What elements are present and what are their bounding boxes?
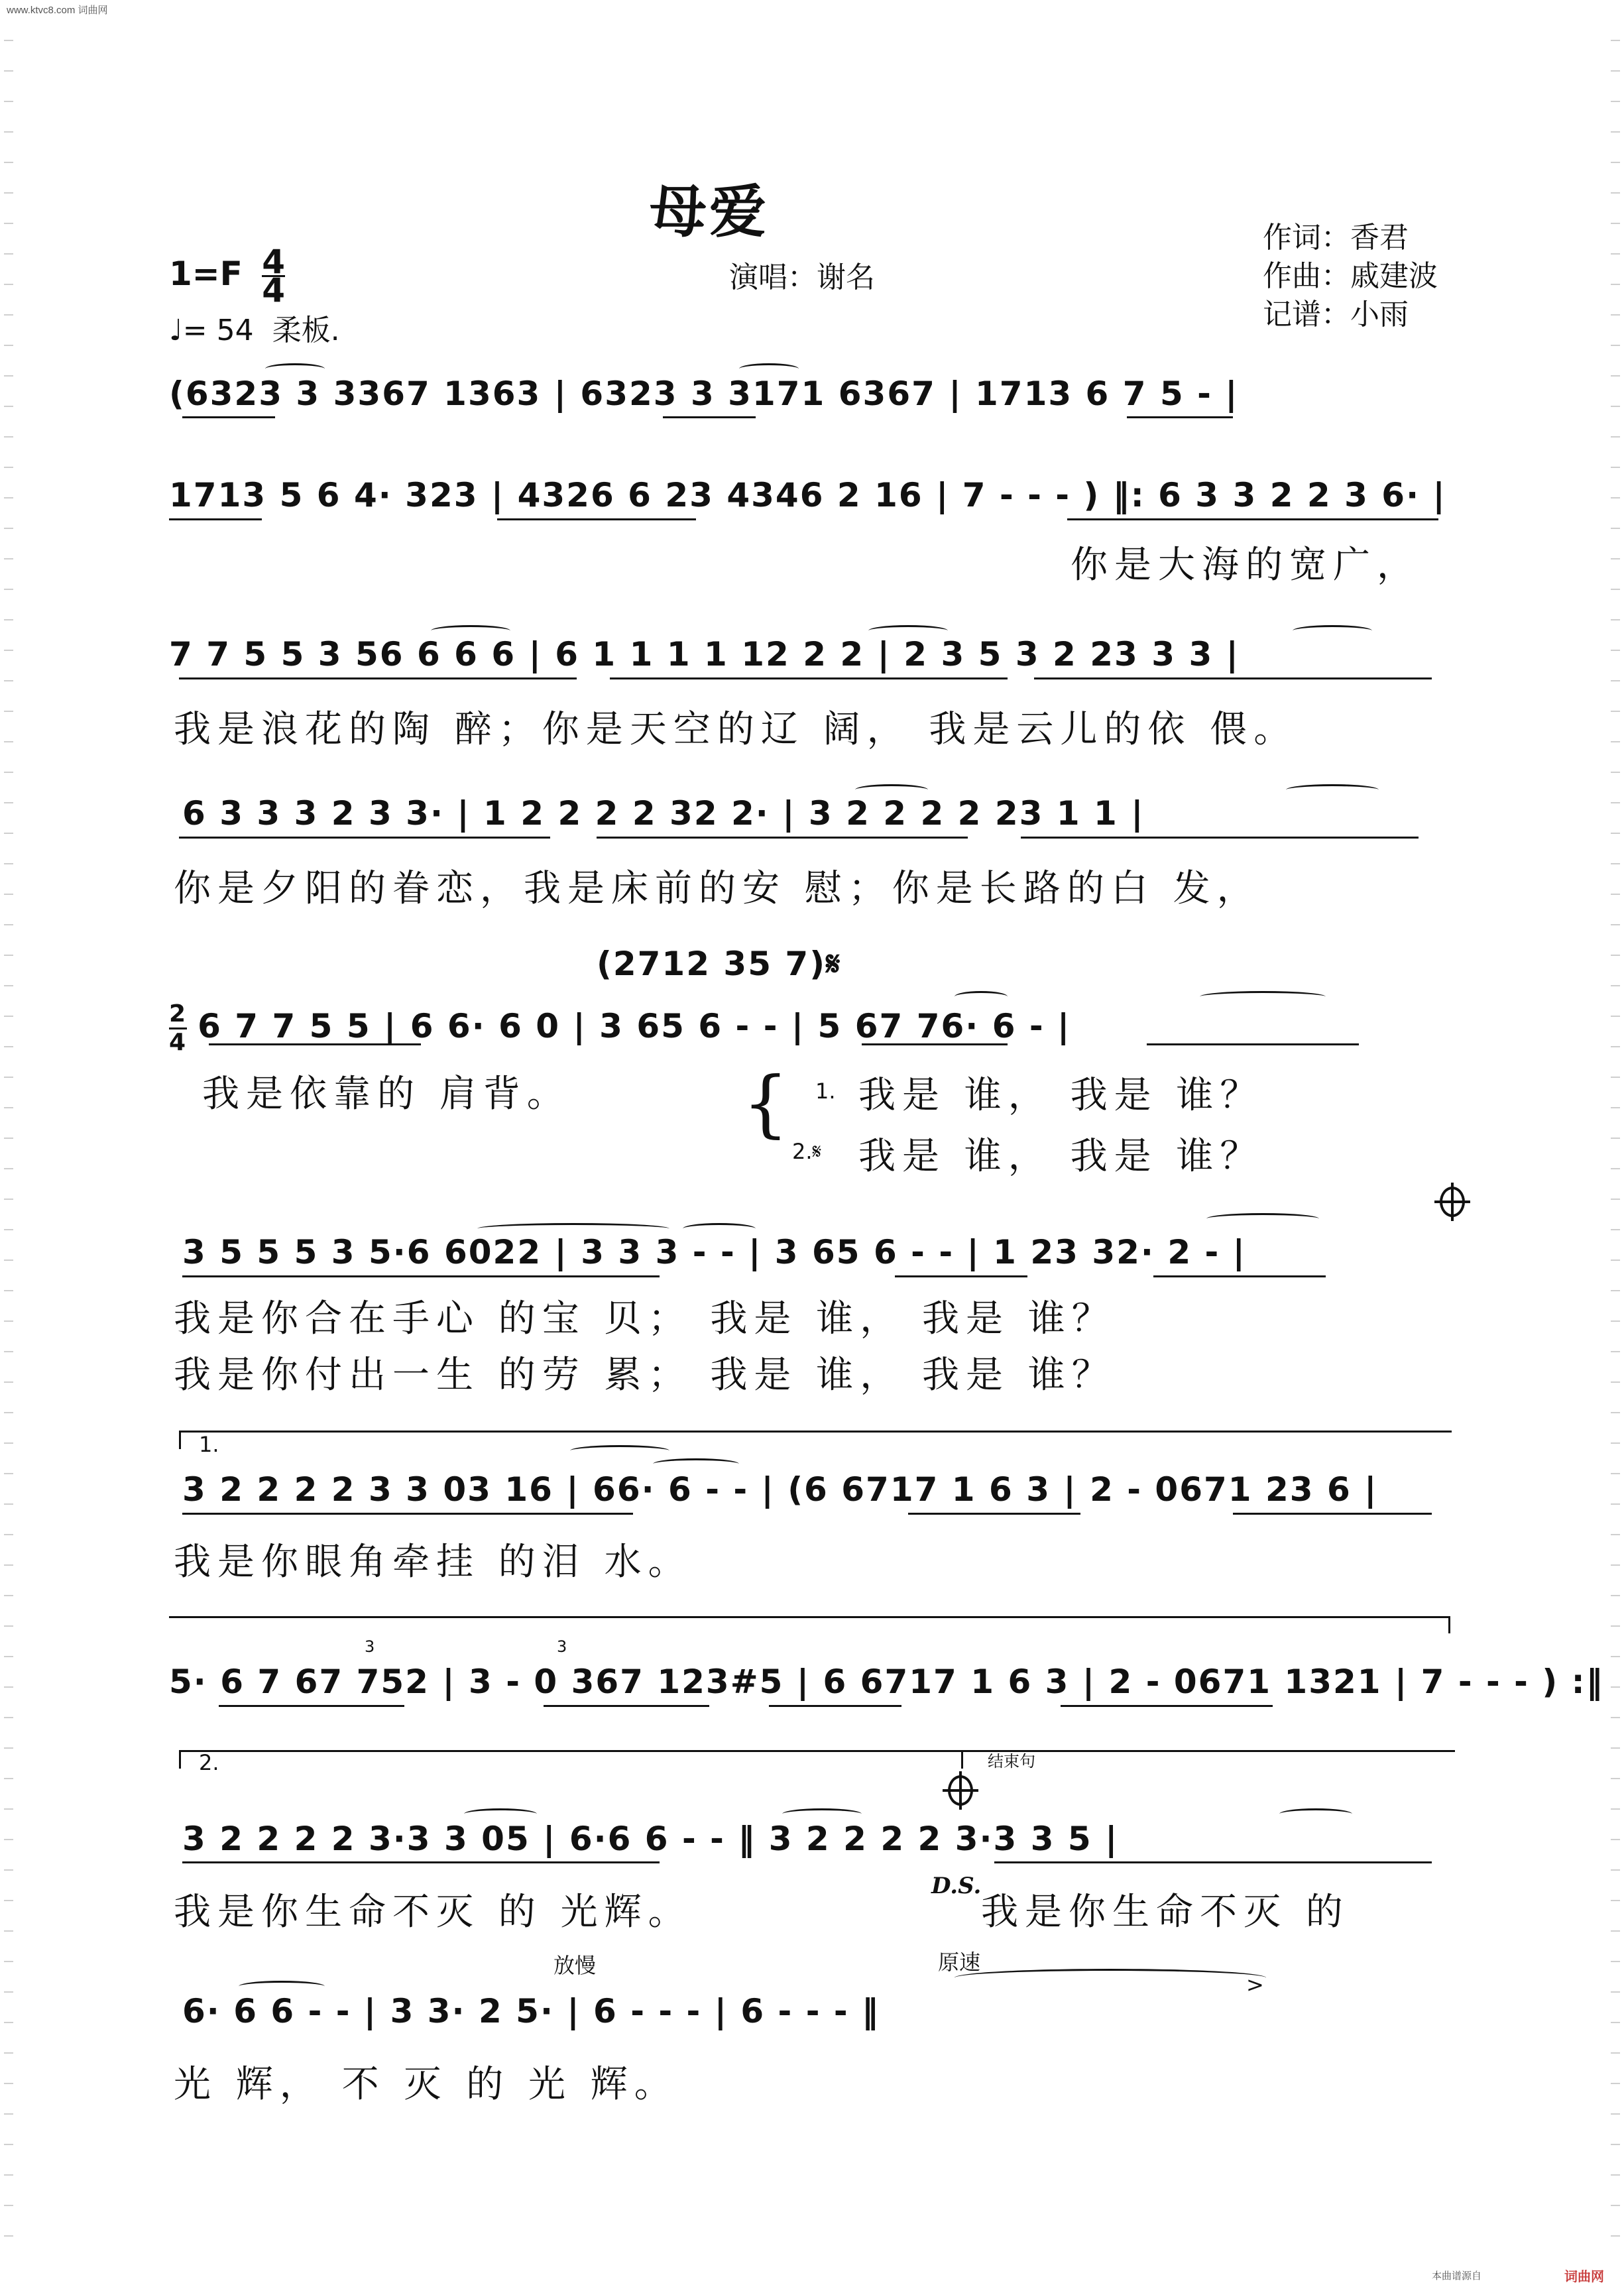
- lyric-line: 我是你付出一生 的劳 累； 我是 谁， 我是 谁？: [174, 1354, 1116, 1397]
- right-margin-watermark: [1611, 40, 1620, 2241]
- verse-1-lyric: 我是 谁， 我是 谁？: [858, 1074, 1264, 1117]
- system-divider: [169, 1616, 1448, 1618]
- verse-2-label: 2.𝄋: [792, 1139, 822, 1164]
- notation-line: 7 7 5 5 3 56 6 6 6 | 6 1 1 1 1 12 2 2 | 2 3 5 3 2 23 3 3 |: [169, 635, 1240, 674]
- a-tempo-mark: 原速: [938, 1950, 981, 1975]
- tempo-mark: ♩= 54 柔板.: [169, 314, 340, 347]
- song-title: 母爱: [650, 179, 769, 245]
- notation-line: 3 5 5 5 3 5·6 6022 | 3 3 3 - - | 3 65 6 - - | 1 23 32· 2 - |: [182, 1233, 1246, 1271]
- lyricist-credit: 作词：香君: [1263, 221, 1409, 255]
- lyric-line: 我是你生命不灭 的 光辉。: [174, 1891, 692, 1934]
- lyric-line: 我是你生命不灭 的: [981, 1891, 1350, 1934]
- lyric-line: 你是夕阳的眷恋，我是床前的安 慰；你是长路的白 发，: [174, 867, 1261, 910]
- volta-2-label: 2.: [199, 1750, 219, 1775]
- volta-bracket: [179, 1750, 961, 1752]
- coda-sign: [1440, 1187, 1465, 1217]
- triplet-mark: 3: [365, 1637, 375, 1656]
- notation-line: 5· 6 7 67 752 | 3 - 0 367 123#5 | 6 6717 1 6 3 | 2 - 0671 1321 | 7 - - - ) :‖: [169, 1663, 1604, 1701]
- verse-2-lyric: 我是 谁， 我是 谁？: [858, 1135, 1264, 1178]
- footer-source-label: 本曲谱源自: [1432, 2270, 1482, 2282]
- time-signature-2-4: $\frac{2}{4}$: [169, 1000, 188, 1056]
- singer-credit: 演唱：谢名: [729, 261, 875, 294]
- notation-line: (6323 3 3367 1363 | 6323 3 3171 6367 | 1713 6 7 5 - |: [169, 375, 1239, 413]
- intro-notation: (2712 35 7)𝄋: [597, 945, 842, 983]
- diminuendo-mark: >: [1246, 1972, 1264, 1997]
- dal-segno-mark: D.S.: [931, 1873, 982, 1899]
- left-margin-watermark: [4, 40, 13, 2241]
- lyric-line: 我是浪花的陶 醉；你是天空的辽 阔， 我是云儿的依 偎。: [174, 708, 1298, 751]
- ending-label: 结束句: [988, 1752, 1035, 1771]
- lyric-line: 我是你眼角牵挂 的泪 水。: [174, 1541, 692, 1584]
- triplet-mark: 3: [557, 1637, 567, 1656]
- notation-line: 6· 6 6 - - | 3 3· 2 5· | 6 - - - | 6 - - - ‖: [182, 1992, 880, 2030]
- composer-credit: 作曲：戚建波: [1263, 259, 1438, 293]
- lyric-line: 我是依靠的 肩背。: [202, 1073, 571, 1116]
- lyric-line: 我是你合在手心 的宝 贝； 我是 谁， 我是 谁？: [174, 1297, 1116, 1340]
- key-signature: 1=F $\frac{4}{4}$: [169, 243, 286, 310]
- transcriber-credit: 记谱：小雨: [1263, 298, 1409, 331]
- verse-1-label: 1.: [815, 1079, 836, 1104]
- coda-sign: [948, 1775, 973, 1806]
- notation-line: 1713 5 6 4· 323 | 4326 6 23 4346 2 16 | 7 - - - ) ‖: 6 3 3 2 2 3 6· |: [169, 476, 1446, 514]
- site-url: www.ktvc8.com 词曲网: [7, 5, 108, 16]
- notation-line: 3 2 2 2 2 3 3 03 16 | 66· 6 - - | (6 6717 1 6 3 | 2 - 0671 23 6 |: [182, 1470, 1378, 1509]
- volta-1-label: 1.: [199, 1432, 219, 1457]
- footer-logo: 词曲网: [1564, 2270, 1604, 2284]
- verse-brace: {: [742, 1061, 789, 1145]
- lyric-line: 光 辉， 不 灭 的 光 辉。: [174, 2063, 678, 2106]
- time-signature: $\frac{4}{4}$: [262, 243, 286, 310]
- notation-line: $\frac{2}{4}$ 6 7 7 5 5 | 6 6· 6 0 | 3 65 6 - - | 5 67 76· 6 - |: [169, 1000, 1071, 1056]
- lyric-line: 你是大海的宽广，: [1071, 544, 1421, 587]
- ritardando-mark: 放慢: [553, 1953, 597, 1978]
- notation-line: 3 2 2 2 2 3·3 3 05 | 6·6 6 - - ‖ 3 2 2 2 2 3·3 3 5 |: [182, 1820, 1119, 1858]
- volta-bracket: [179, 1431, 1452, 1433]
- notation-line: 6 3 3 3 2 3 3· | 1 2 2 2 2 32 2· | 3 2 2 2 2 23 1 1 |: [182, 794, 1145, 833]
